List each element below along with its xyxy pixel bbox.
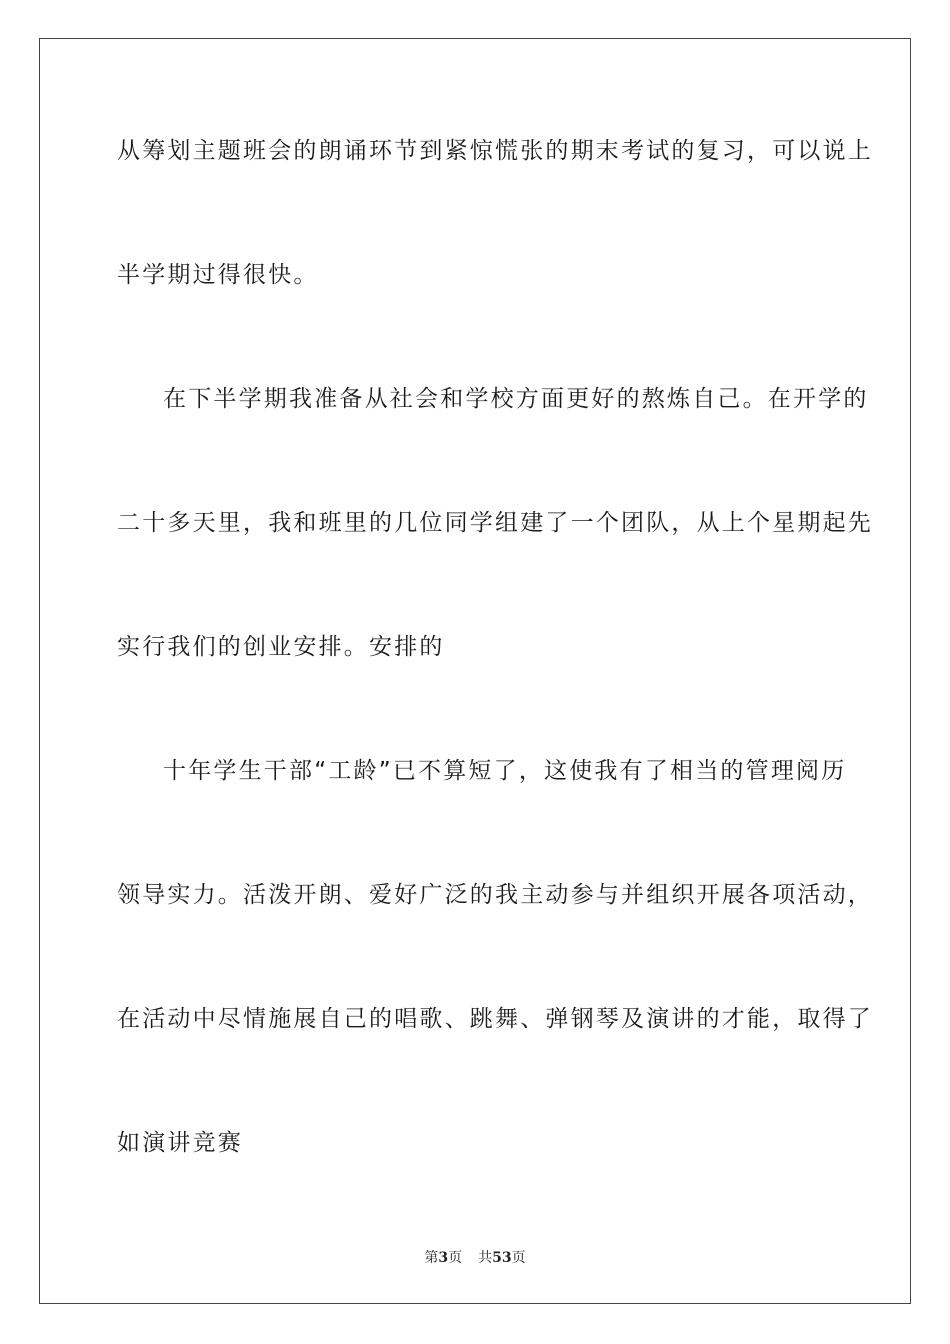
body-text-line-1: 从筹划主题班会的朗诵环节到紧惊慌张的期末考试的复习，可以说上 xyxy=(117,138,873,164)
page-prefix: 第 xyxy=(424,1250,439,1266)
page-suffix: 页 xyxy=(448,1250,463,1266)
page-footer xyxy=(0,1247,950,1267)
body-text-line-6: 十年学生干部“工龄”已不算短了，这使我有了相当的管理阅历 xyxy=(163,758,847,784)
body-text-line-8: 在活动中尽情施展自己的唱歌、跳舞、弹钢琴及演讲的才能，取得了 xyxy=(117,1006,873,1032)
total-pages: 53 xyxy=(492,1250,512,1266)
body-text-line-3: 在下半学期我准备从社会和学校方面更好的熬炼自己。在开学的 xyxy=(163,386,869,412)
body-text-line-5: 实行我们的创业安排。安排的 xyxy=(117,634,445,660)
total-prefix: 共 xyxy=(478,1250,493,1266)
body-text-line-7: 领导实力。活泼开朗、爱好广泛的我主动参与并组织开展各项活动， xyxy=(117,882,873,908)
body-text-line-9: 如演讲竞赛 xyxy=(117,1130,243,1156)
page-number: 3 xyxy=(438,1250,449,1266)
total-suffix: 页 xyxy=(511,1250,526,1266)
body-text-line-4: 二十多天里，我和班里的几位同学组建了一个团队，从上个星期起先 xyxy=(117,510,873,536)
body-text-line-2: 半学期过得很快。 xyxy=(117,262,319,288)
page-border xyxy=(39,38,911,1304)
